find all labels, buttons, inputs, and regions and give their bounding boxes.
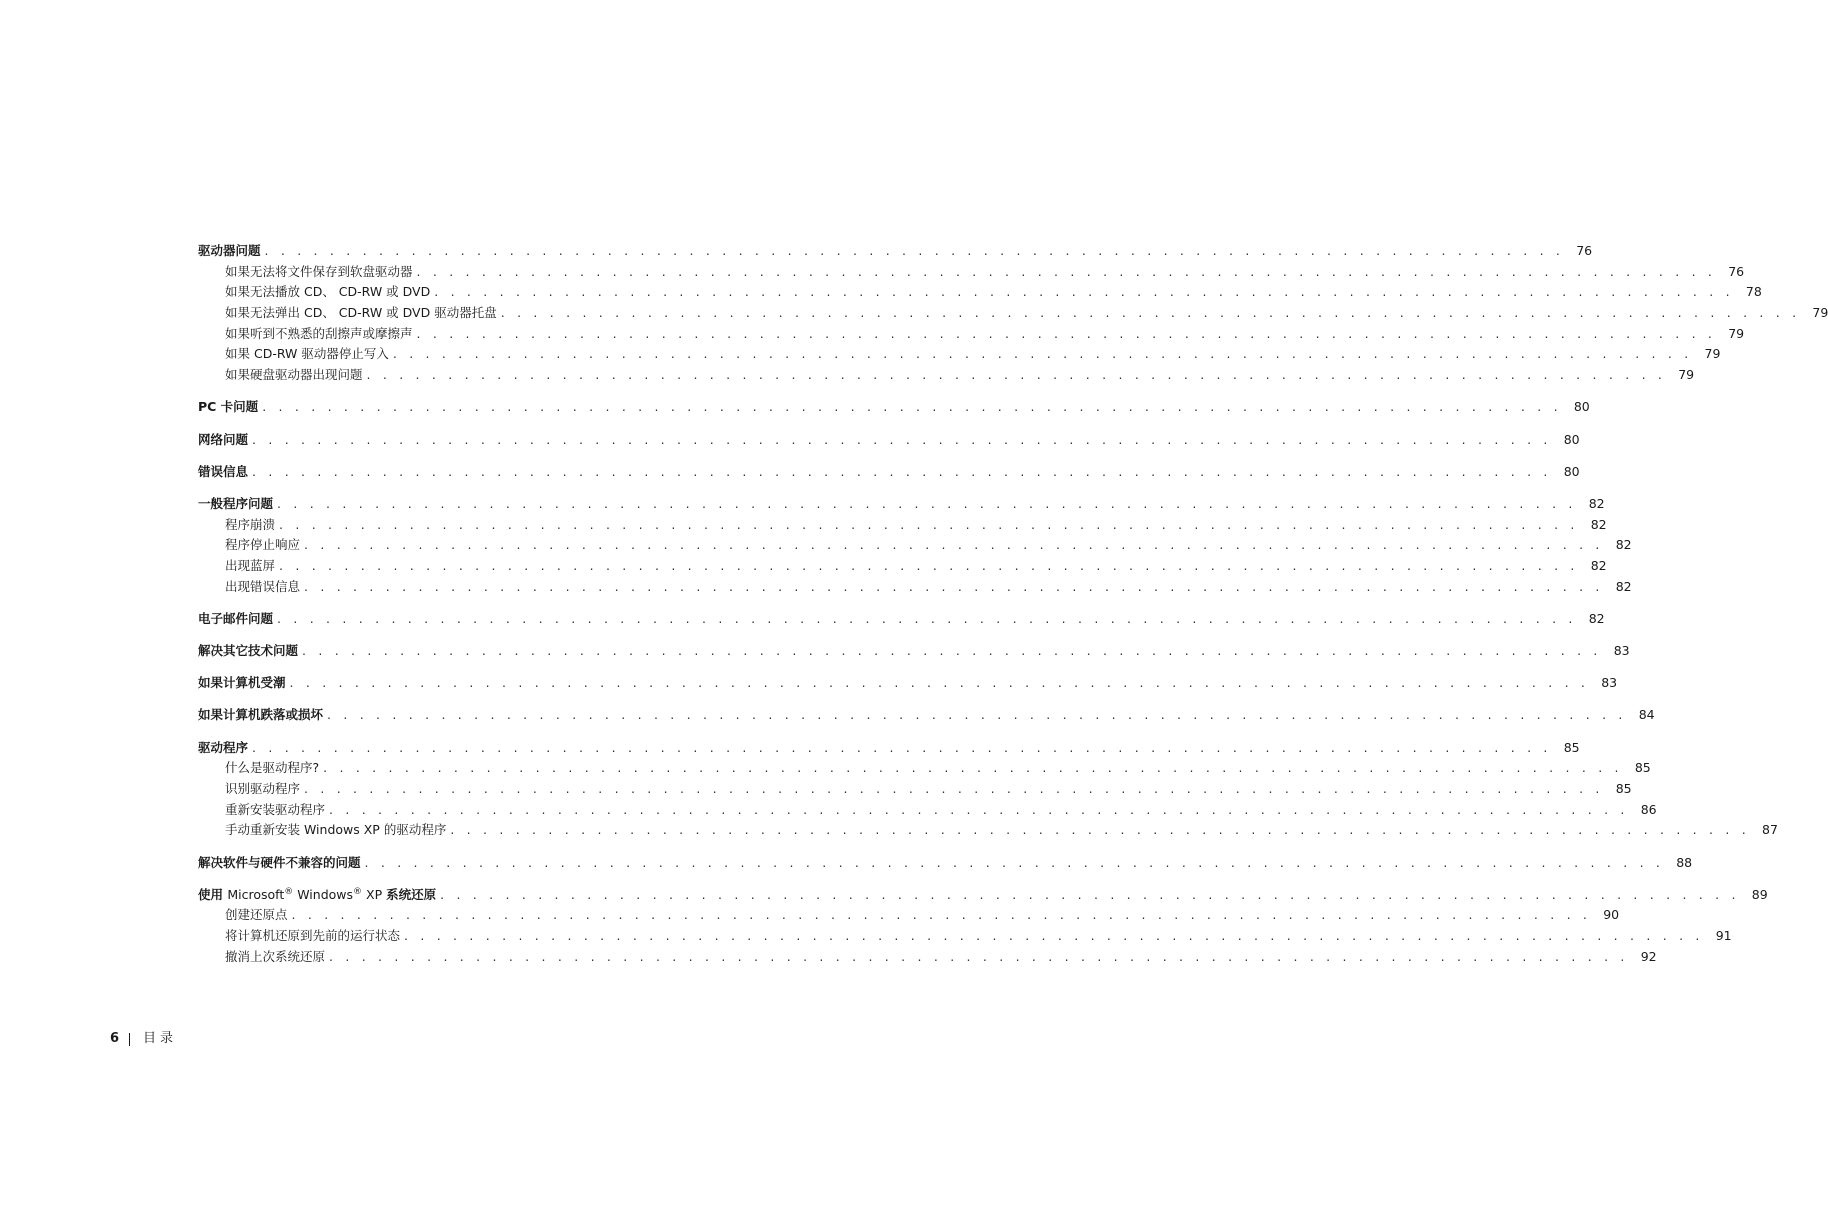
toc-entry-title: 识别驱动程序: [225, 780, 301, 796]
toc-entry-title: 解决软件与硬件不兼容的问题: [198, 854, 361, 870]
toc-section-entry[interactable]: [198, 641, 1630, 662]
toc-page-number: 82: [1590, 557, 1607, 573]
toc-subsection-entry[interactable]: [198, 324, 1745, 345]
toc-entry-title: 手动重新安装 Windows XP 的驱动程序: [225, 822, 447, 838]
toc-page-number: 86: [1640, 801, 1657, 817]
dot-leader: . . . . . . . . . . . . . . . . . . . . . . . . . . . . . . . . . . . . . . . . . . . . . . . . . . . . . . . . . . . . . . . . . . . . . . . . . . . . . . . .: [392, 346, 1693, 362]
toc-subsection-entry[interactable]: [198, 282, 1762, 303]
toc-subsection-entry[interactable]: [198, 905, 1620, 926]
toc-entry-title: 什么是驱动程序?: [225, 760, 320, 776]
toc-page-number: 84: [1638, 707, 1655, 723]
dot-leader: . . . . . . . . . . . . . . . . . . . . . . . . . . . . . . . . . . . . . . . . . . . . . . . . . . . . . . . . . . . . . . . . . . . . . . . . . . . . . . . .: [304, 780, 1604, 796]
toc-section-entry[interactable]: [198, 705, 1655, 726]
toc-page-number: 80: [1563, 431, 1580, 447]
toc-entry-title: 网络问题: [198, 431, 249, 447]
footer-section-title: 目录: [143, 1031, 178, 1046]
toc-subsection-entry[interactable]: [198, 820, 1778, 841]
toc-entry-title: 出现蓝屏: [225, 557, 276, 573]
toc-page-number: 79: [1812, 305, 1828, 321]
toc-entry-title: 程序停止响应: [225, 537, 301, 553]
toc-subsection-entry[interactable]: [198, 303, 1828, 324]
toc-entry-title: 程序崩溃: [225, 516, 276, 532]
toc-section-entry[interactable]: [198, 609, 1605, 630]
toc-entry-title: 错误信息: [198, 463, 249, 479]
toc-page-number: 88: [1676, 854, 1693, 870]
toc-entry-title: 如果无法将文件保存到软盘驱动器: [225, 263, 413, 279]
toc-page-number: 83: [1613, 643, 1630, 658]
dot-leader: . . . . . . . . . . . . . . . . . . . . . . . . . . . . . . . . . . . . . . . . . . . . . . . . . . . . . . . . . . . . . . . . . . . . . . . . . . . . . . . .: [327, 707, 1627, 723]
dot-leader: . . . . . . . . . . . . . . . . . . . . . . . . . . . . . . . . . . . . . . . . . . . . . . . . . . . . . . . . . . . . . . . . . . . . . . . . . . . . . . . .: [416, 325, 1717, 341]
toc-page-number: 85: [1615, 780, 1632, 796]
toc-entry-title: 如果无法弹出 CD、 CD-RW 或 DVD 驱动器托盘: [225, 305, 497, 321]
toc-page-number: 79: [1704, 346, 1721, 362]
toc-section-entry[interactable]: [198, 673, 1618, 694]
toc-page-number: 85: [1563, 739, 1580, 755]
toc-page-number: 90: [1603, 907, 1620, 923]
dot-leader: . . . . . . . . . . . . . . . . . . . . . . . . . . . . . . . . . . . . . . . . . . . . . . . . . . . . . . . . . . . . . . . . . . . . . . . . . . . . . . . .: [364, 854, 1665, 870]
page-number: 6: [110, 1031, 120, 1046]
dot-leader: . . . . . . . . . . . . . . . . . . . . . . . . . . . . . . . . . . . . . . . . . . . . . . . . . . . . . . . . . . . . . . . . . . . . . . . . . . . . . . . .: [366, 367, 1667, 383]
dot-leader: . . . . . . . . . . . . . . . . . . . . . . . . . . . . . . . . . . . . . . . . . . . . . . . . . . . . . . . . . . . . . . . . . . . . . . . . . . . . . . . .: [264, 243, 1565, 258]
toc-page-number: 91: [1715, 928, 1732, 944]
table-of-contents: [198, 241, 1828, 967]
toc-page-number: 92: [1640, 948, 1657, 964]
toc-entry-title: 使用 Microsoft® Windows® XP 系统还原: [198, 886, 437, 902]
dot-leader: . . . . . . . . . . . . . . . . . . . . . . . . . . . . . . . . . . . . . . . . . . . . . . . . . . . . . . . . . . . . . . . . . . . . . . . . . . . . . . . .: [289, 675, 1590, 691]
toc-page-number: 82: [1615, 537, 1632, 553]
footer-divider: [129, 1033, 130, 1046]
toc-section-entry[interactable]: [198, 397, 1590, 418]
toc-entry-title: 一般程序问题: [198, 495, 274, 511]
toc-page-number: 76: [1728, 263, 1745, 279]
toc-subsection-entry[interactable]: [198, 926, 1732, 947]
toc-section-entry[interactable]: [198, 494, 1605, 515]
toc-section-entry[interactable]: [198, 241, 1593, 262]
toc-page-number: 78: [1745, 284, 1762, 300]
toc-page-number: 85: [1634, 760, 1651, 776]
dot-leader: . . . . . . . . . . . . . . . . . . . . . . . . . . . . . . . . . . . . . . . . . . . . . . . . . . . . . . . . . . . . . . . . . . . . . . . . . . . . . . . .: [450, 822, 1750, 838]
toc-page-number: 89: [1751, 886, 1768, 902]
toc-page-number: 82: [1590, 516, 1607, 532]
toc-entry-title: 创建还原点: [225, 907, 288, 923]
dot-leader: . . . . . . . . . . . . . . . . . . . . . . . . . . . . . . . . . . . . . . . . . . . . . . . . . . . . . . . . . . . . . . . . . . . . . . . . . . . . . . . .: [304, 578, 1604, 594]
toc-page-number: 83: [1601, 675, 1618, 691]
page-footer: [110, 1029, 177, 1049]
toc-entry-title: PC 卡问题: [198, 399, 259, 415]
toc-entry-title: 如果硬盘驱动器出现问题: [225, 367, 363, 383]
dot-leader: . . . . . . . . . . . . . . . . . . . . . . . . . . . . . . . . . . . . . . . . . . . . . . . . . . . . . . . . . . . . . . . . . . . . . . . . . . . . . . . .: [440, 886, 1740, 902]
toc-section-entry[interactable]: [198, 462, 1580, 483]
toc-subsection-entry[interactable]: [198, 344, 1721, 365]
toc-page-number: 76: [1576, 243, 1593, 258]
dot-leader: . . . . . . . . . . . . . . . . . . . . . . . . . . . . . . . . . . . . . . . . . . . . . . . . . . . . . . . . . . . . . . . . . . . . . . . . . . . . . . . .: [302, 643, 1602, 658]
toc-subsection-entry[interactable]: [198, 365, 1695, 386]
dot-leader: . . . . . . . . . . . . . . . . . . . . . . . . . . . . . . . . . . . . . . . . . . . . . . . . . . . . . . . . . . . . . . . . . . . . . . . . . . . . . . . .: [262, 399, 1562, 415]
dot-leader: . . . . . . . . . . . . . . . . . . . . . . . . . . . . . . . . . . . . . . . . . . . . . . . . . . . . . . . . . . . . . . . . . . . . . . . . . . . . . . . .: [279, 557, 1579, 573]
toc-section-entry[interactable]: [198, 853, 1693, 874]
toc-entry-title: 驱动器问题: [198, 243, 261, 258]
toc-entry-title: 如果计算机受潮: [198, 675, 286, 691]
toc-subsection-entry[interactable]: [198, 535, 1632, 556]
toc-entry-title: 驱动程序: [198, 739, 249, 755]
dot-leader: . . . . . . . . . . . . . . . . . . . . . . . . . . . . . . . . . . . . . . . . . . . . . . . . . . . . . . . . . . . . . . . . . . . . . . . . . . . . . . . .: [304, 537, 1604, 553]
dot-leader: . . . . . . . . . . . . . . . . . . . . . . . . . . . . . . . . . . . . . . . . . . . . . . . . . . . . . . . . . . . . . . . . . . . . . . . . . . . . . . . .: [416, 263, 1717, 279]
toc-entry-title: 如果无法播放 CD、 CD-RW 或 DVD: [225, 284, 431, 300]
toc-subsection-entry[interactable]: [198, 758, 1651, 779]
dot-leader: . . . . . . . . . . . . . . . . . . . . . . . . . . . . . . . . . . . . . . . . . . . . . . . . . . . . . . . . . . . . . . . . . . . . . . . . . . . . . . . .: [329, 948, 1629, 964]
dot-leader: . . . . . . . . . . . . . . . . . . . . . . . . . . . . . . . . . . . . . . . . . . . . . . . . . . . . . . . . . . . . . . . . . . . . . . . . . . . . . . . .: [252, 463, 1552, 479]
dot-leader: . . . . . . . . . . . . . . . . . . . . . . . . . . . . . . . . . . . . . . . . . . . . . . . . . . . . . . . . . . . . . . . . . . . . . . . . . . . . . . . .: [277, 610, 1577, 626]
toc-section-entry[interactable]: [198, 885, 1768, 906]
toc-entry-title: 出现错误信息: [225, 578, 301, 594]
toc-entry-title: 重新安装驱动程序: [225, 801, 326, 817]
dot-leader: . . . . . . . . . . . . . . . . . . . . . . . . . . . . . . . . . . . . . . . . . . . . . . . . . . . . . . . . . . . . . . . . . . . . . . . . . . . . . . . .: [329, 801, 1629, 817]
toc-entry-title: 将计算机还原到先前的运行状态: [225, 928, 401, 944]
dot-leader: . . . . . . . . . . . . . . . . . . . . . . . . . . . . . . . . . . . . . . . . . . . . . . . . . . . . . . . . . . . . . . . . . . . . . . . . . . . . . . . .: [277, 495, 1577, 511]
toc-subsection-entry[interactable]: [198, 779, 1632, 800]
toc-subsection-entry[interactable]: [198, 262, 1745, 283]
toc-entry-title: 解决其它技术问题: [198, 643, 299, 658]
toc-section-entry[interactable]: [198, 738, 1580, 759]
dot-leader: . . . . . . . . . . . . . . . . . . . . . . . . . . . . . . . . . . . . . . . . . . . . . . . . . . . . . . . . . . . . . . . . . . . . . . . . . . . . . . . .: [252, 739, 1552, 755]
toc-page-number: 87: [1762, 822, 1778, 838]
toc-entry-title: 如果 CD-RW 驱动器停止写入: [225, 346, 389, 362]
dot-leader: . . . . . . . . . . . . . . . . . . . . . . . . . . . . . . . . . . . . . . . . . . . . . . . . . . . . . . . . . . . . . . . . . . . . . . . . . . . . . . . .: [404, 928, 1704, 944]
toc-page-number: 82: [1588, 610, 1605, 626]
toc-entry-title: 电子邮件问题: [198, 610, 274, 626]
toc-subsection-entry[interactable]: [198, 577, 1632, 598]
dot-leader: . . . . . . . . . . . . . . . . . . . . . . . . . . . . . . . . . . . . . . . . . . . . . . . . . . . . . . . . . . . . . . . . . . . . . . . . . . . . . . . .: [323, 760, 1623, 776]
toc-page-number: 79: [1728, 325, 1745, 341]
toc-entry-title: 撤消上次系统还原: [225, 948, 326, 964]
toc-entry-title: 如果计算机跌落或损坏: [198, 707, 324, 723]
toc-page-number: 82: [1615, 578, 1632, 594]
toc-subsection-entry[interactable]: [198, 947, 1657, 968]
toc-section-entry[interactable]: [198, 430, 1580, 451]
toc-subsection-entry[interactable]: [198, 515, 1607, 536]
dot-leader: . . . . . . . . . . . . . . . . . . . . . . . . . . . . . . . . . . . . . . . . . . . . . . . . . . . . . . . . . . . . . . . . . . . . . . . . . . . . . . . .: [291, 907, 1592, 923]
toc-page-number: 80: [1573, 399, 1590, 415]
toc-page-number: 80: [1563, 463, 1580, 479]
dot-leader: . . . . . . . . . . . . . . . . . . . . . . . . . . . . . . . . . . . . . . . . . . . . . . . . . . . . . . . . . . . . . . . . . . . . . . . . . . . . . . . .: [252, 431, 1552, 447]
toc-entry-title: 如果听到不熟悉的刮擦声或摩擦声: [225, 325, 413, 341]
dot-leader: . . . . . . . . . . . . . . . . . . . . . . . . . . . . . . . . . . . . . . . . . . . . . . . . . . . . . . . . . . . . . . . . . . . . . . . . . . . . . . . .: [500, 305, 1801, 321]
dot-leader: . . . . . . . . . . . . . . . . . . . . . . . . . . . . . . . . . . . . . . . . . . . . . . . . . . . . . . . . . . . . . . . . . . . . . . . . . . . . . . . .: [434, 284, 1734, 300]
toc-subsection-entry[interactable]: [198, 800, 1657, 821]
toc-page-number: 82: [1588, 495, 1605, 511]
toc-subsection-entry[interactable]: [198, 556, 1607, 577]
dot-leader: . . . . . . . . . . . . . . . . . . . . . . . . . . . . . . . . . . . . . . . . . . . . . . . . . . . . . . . . . . . . . . . . . . . . . . . . . . . . . . . .: [279, 516, 1579, 532]
toc-page-number: 79: [1678, 367, 1695, 383]
